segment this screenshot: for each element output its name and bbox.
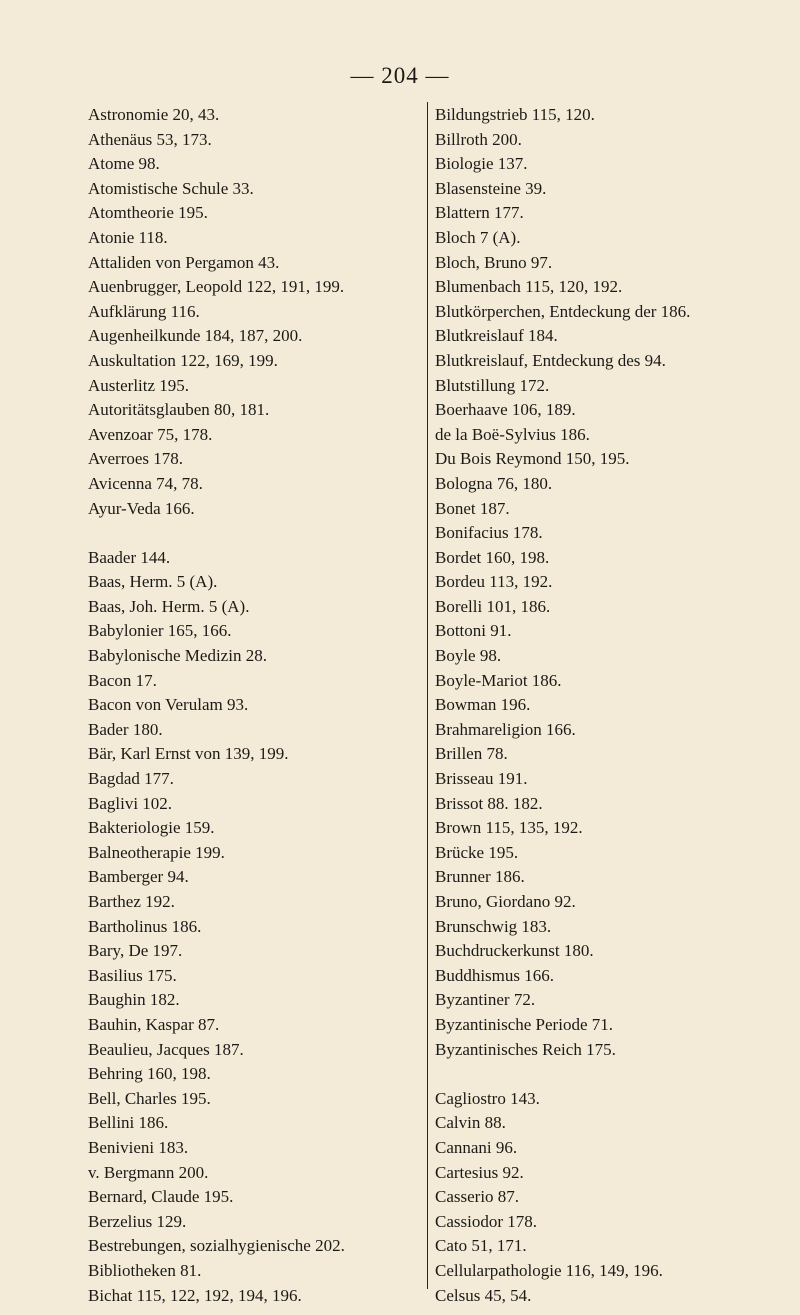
- index-entry: Bordeu 113, 192.: [435, 572, 553, 592]
- index-entry: Byzantinisches Reich 175.: [435, 1039, 616, 1059]
- index-entry: Baughin 182.: [88, 990, 180, 1010]
- index-entry: Blutkörperchen, Entdeckung der 186.: [435, 301, 691, 321]
- index-entry: Bacon von Verulam 93.: [88, 695, 249, 715]
- index-entry: Baas, Herm. 5 (A).: [88, 572, 218, 592]
- index-entry: Byzantinische Periode 71.: [435, 1014, 613, 1034]
- index-entry: Atome 98.: [88, 154, 160, 174]
- index-entry: Brunner 186.: [435, 867, 525, 887]
- index-entry: Bauhin, Kaspar 87.: [88, 1014, 220, 1034]
- index-entry: Avenzoar 75, 178.: [88, 424, 213, 444]
- index-entry: Atomtheorie 195.: [88, 203, 208, 223]
- index-entry: Bernard, Claude 195.: [88, 1187, 234, 1207]
- index-entry: Brunschwig 183.: [435, 916, 552, 936]
- index-entry: Blutstillung 172.: [435, 375, 550, 395]
- section-gap: [88, 521, 418, 546]
- index-entry: Du Bois Reymond 150, 195.: [435, 449, 630, 469]
- index-entry: Baas, Joh. Herm. 5 (A).: [88, 596, 250, 616]
- index-entry: Aufklärung 116.: [88, 301, 200, 321]
- index-entry: Barthez 192.: [88, 892, 175, 911]
- index-entry: Balneotherapie 199.: [88, 842, 225, 862]
- index-entry: Bartholinus 186.: [88, 916, 202, 936]
- index-column-right: [427, 103, 775, 1308]
- index-entry: v. Bergmann 200.: [88, 1162, 209, 1182]
- index-entry: Astronomie 20, 43.: [88, 105, 220, 124]
- page-number: — 204 —: [350, 63, 450, 88]
- index-entry: Blutkreislauf, Entdeckung des 94.: [435, 350, 666, 370]
- index-entry: Celsus 45, 54.: [435, 1285, 532, 1305]
- index-entry: Bologna 76, 180.: [435, 473, 553, 493]
- page-number-value: 204: [381, 63, 419, 88]
- index-entry: Buchdruckerkunst 180.: [435, 941, 594, 961]
- index-entry: Bordet 160, 198.: [435, 547, 550, 567]
- index-entry: Avicenna 74, 78.: [88, 473, 203, 493]
- index-entry: Beaulieu, Jacques 187.: [88, 1039, 244, 1059]
- index-entry: Bruno, Giordano 92.: [435, 892, 576, 911]
- index-entry: Cannani 96.: [435, 1137, 518, 1157]
- index-entry: Bildungstrieb 115, 120.: [435, 105, 595, 124]
- index-entry: Blutkreislauf 184.: [435, 326, 558, 346]
- index-entry: Casserio 87.: [435, 1187, 520, 1207]
- index-column-left: [88, 103, 418, 1308]
- index-entry: Bagdad 177.: [88, 769, 174, 789]
- index-entry: Cassiodor 178.: [435, 1211, 537, 1231]
- index-entry: Blasensteine 39.: [435, 178, 547, 198]
- index-entry: Bloch, Bruno 97.: [435, 252, 553, 272]
- index-entry: Cato 51, 171.: [435, 1236, 527, 1256]
- index-entry: Blumenbach 115, 120, 192.: [435, 277, 623, 297]
- index-entry: Bacon 17.: [88, 670, 157, 690]
- index-entry: Austerlitz 195.: [88, 375, 190, 395]
- index-entry: de la Boë-Sylvius 186.: [435, 424, 590, 444]
- index-entry: Baglivi 102.: [88, 793, 173, 813]
- index-entry: Auskultation 122, 169, 199.: [88, 350, 278, 370]
- index-entry: Bonifacius 178.: [435, 523, 543, 543]
- index-entry: Brissot 88. 182.: [435, 793, 543, 813]
- index-entry: Bellini 186.: [88, 1113, 169, 1133]
- index-entry: Bakteriologie 159.: [88, 818, 215, 838]
- index-entry: Ayur-Veda 166.: [88, 498, 195, 518]
- index-entry: Brahmareligion 166.: [435, 719, 576, 739]
- index-entry: Bichat 115, 122, 192, 194, 196.: [88, 1285, 302, 1305]
- index-entry: Boyle 98.: [435, 646, 502, 666]
- index-entry: Athenäus 53, 173.: [88, 129, 212, 149]
- index-entry: Autoritätsglauben 80, 181.: [88, 400, 270, 420]
- index-entry: Babylonier 165, 166.: [88, 621, 232, 641]
- index-entry: Atonie 118.: [88, 227, 168, 247]
- index-entry: Cartesius 92.: [435, 1162, 524, 1182]
- index-entry: Bestrebungen, sozialhygienische 202.: [88, 1236, 345, 1256]
- index-entry: Baader 144.: [88, 547, 171, 567]
- index-entry: Biologie 137.: [435, 154, 528, 174]
- index-entry: Boyle-Mariot 186.: [435, 670, 562, 690]
- index-entry: Cellularpathologie 116, 149, 196.: [435, 1260, 663, 1280]
- index-entry: Blattern 177.: [435, 203, 524, 223]
- index-entry: Billroth 200.: [435, 129, 522, 149]
- index-entry: Auenbrugger, Leopold 122, 191, 199.: [88, 277, 345, 297]
- index-entry: Atomistische Schule 33.: [88, 178, 254, 198]
- index-entry: Bary, De 197.: [88, 941, 183, 961]
- index-entry: Bibliotheken 81.: [88, 1260, 202, 1280]
- index-entry: Basilius 175.: [88, 965, 177, 985]
- index-entry: Bamberger 94.: [88, 867, 189, 887]
- index-entry: Brisseau 191.: [435, 769, 528, 789]
- index-entry: Cagliostro 143.: [435, 1088, 540, 1108]
- index-entry: Brücke 195.: [435, 842, 519, 862]
- index-entry: Behring 160, 198.: [88, 1064, 211, 1084]
- index-entry: Bär, Karl Ernst von 139, 199.: [88, 744, 289, 764]
- index-entry: Buddhismus 166.: [435, 965, 555, 985]
- index-entry: Brillen 78.: [435, 744, 508, 764]
- index-entry: Brown 115, 135, 192.: [435, 818, 583, 838]
- index-entry: Borelli 101, 186.: [435, 596, 551, 616]
- index-entry: Bowman 196.: [435, 695, 531, 715]
- index-entry: Bottoni 91.: [435, 621, 512, 641]
- index-entry: Bonet 187.: [435, 498, 510, 518]
- index-entry: Bloch 7 (A).: [435, 227, 521, 247]
- index-entry: Averroes 178.: [88, 449, 184, 469]
- index-entry: Babylonische Medizin 28.: [88, 646, 267, 666]
- index-entry: Boerhaave 106, 189.: [435, 400, 576, 420]
- index-entry: Attaliden von Pergamon 43.: [88, 252, 280, 272]
- index-entry: Bell, Charles 195.: [88, 1088, 211, 1108]
- index-entry: Benivieni 183.: [88, 1137, 189, 1157]
- section-gap: [435, 1062, 775, 1087]
- index-entry: Calvin 88.: [435, 1113, 506, 1133]
- index-entry: Byzantiner 72.: [435, 990, 536, 1010]
- index-entry: Bader 180.: [88, 719, 163, 739]
- index-entry: Berzelius 129.: [88, 1211, 187, 1231]
- index-entry: Augenheilkunde 184, 187, 200.: [88, 326, 303, 346]
